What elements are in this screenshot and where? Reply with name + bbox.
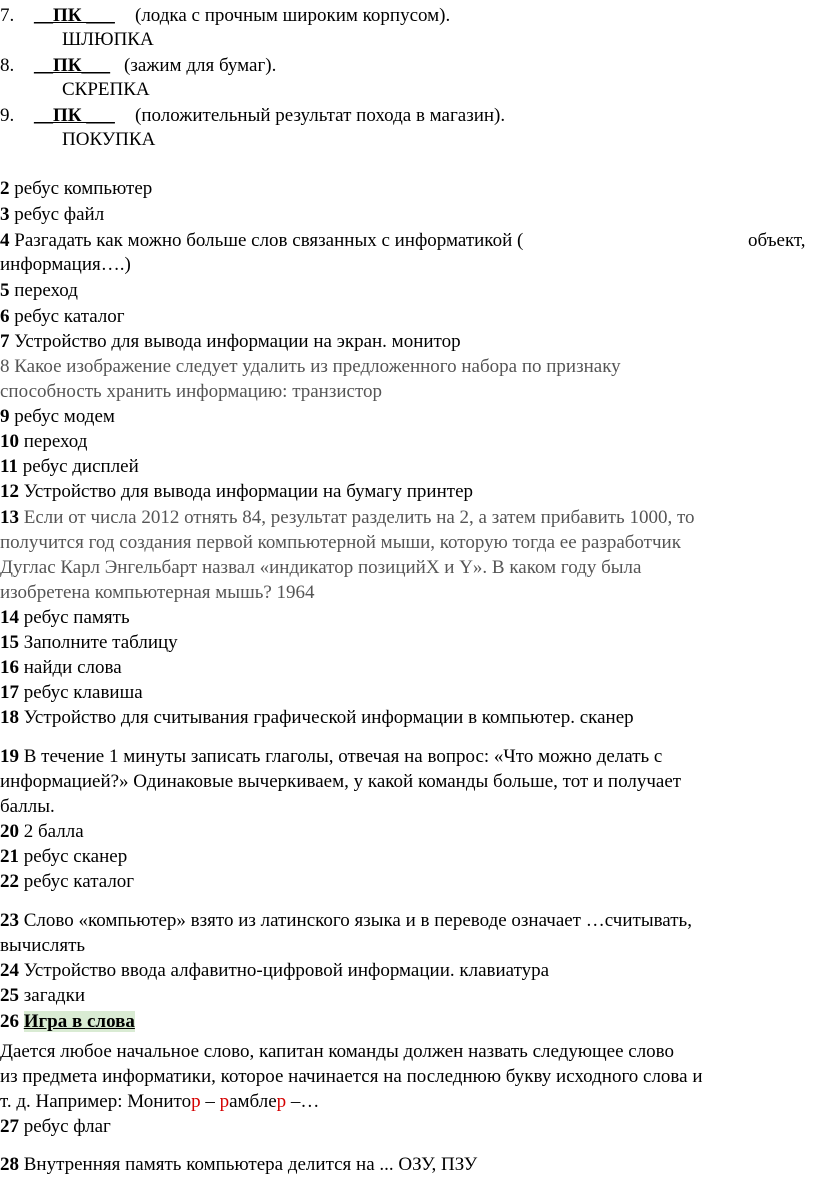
item-number: 22	[0, 871, 19, 892]
list-item-27	[0, 1115, 111, 1139]
item-text: Слово «компьютер» взято из латинского языка и в переводе означает …считывать,	[19, 910, 692, 931]
list-item-9	[0, 405, 115, 429]
item-number: 21	[0, 846, 19, 867]
pk-description: (зажим для бумаг).	[124, 55, 277, 76]
pk-word: __ПК ___	[34, 5, 115, 26]
item-text: В течение 1 минуты записать глаголы, отвечая на вопрос: «Что можно делать с	[19, 746, 663, 767]
item-text: Устройство для вывода информации на бумагу принтер	[19, 481, 473, 502]
item-number: 28	[0, 1154, 19, 1175]
text-segment: –	[200, 1091, 220, 1112]
item-number: 9	[0, 406, 10, 427]
item-number: 4	[0, 230, 10, 251]
text-segment: амбле	[229, 1091, 277, 1112]
item-text: 2 балла	[19, 821, 84, 842]
item-text-continued: изобретена компьютерная мышь? 1964	[0, 582, 315, 603]
list-item-28	[0, 1153, 477, 1177]
item-number: 8	[0, 356, 10, 377]
pk-answer: ШЛЮПКА	[62, 29, 154, 50]
list-item-14	[0, 606, 130, 630]
list-item-16	[0, 656, 122, 680]
list-item-15	[0, 631, 178, 655]
item-number: 19	[0, 746, 19, 767]
item-example-line	[0, 1090, 319, 1114]
pk-answer: ПОКУПКА	[62, 129, 156, 150]
item-number: 2	[0, 178, 10, 199]
item-text-continued: вычислять	[0, 935, 86, 956]
list-item-25	[0, 984, 85, 1008]
item-number: 14	[0, 607, 19, 628]
item-number: 3	[0, 204, 10, 225]
item-text: Заполните таблицу	[19, 632, 178, 653]
item-number: 27	[0, 1116, 19, 1137]
pk-number: 9.	[0, 105, 15, 126]
item-text-continued: получится год создания первой компьютерной мыши, которую тогда ее разработчик	[0, 532, 681, 553]
list-item-17	[0, 681, 143, 705]
item-text-continued: Дается любое начальное слово, капитан команды должен назвать следующее слово	[0, 1041, 675, 1062]
list-item-10	[0, 430, 87, 454]
item-text: ребус каталог	[19, 871, 135, 892]
list-item-11	[0, 455, 139, 479]
list-item-7	[0, 330, 461, 354]
item-text: Устройство ввода алфавитно-цифровой информации. клавиатура	[19, 960, 550, 981]
item-text-continued: способность хранить информацию: транзистор	[0, 381, 382, 402]
highlight-letter: р	[276, 1091, 287, 1112]
item-number: 12	[0, 481, 19, 502]
item-text: ребус клавиша	[19, 682, 143, 703]
item-text: ребус компьютер	[9, 178, 153, 199]
pk-word: __ПК ___	[34, 105, 115, 126]
list-item-26	[0, 1010, 135, 1034]
item-text-continued: баллы.	[0, 796, 55, 817]
item-text: Какое изображение следует удалить из предложенного набора по признаку	[9, 356, 621, 377]
list-item-24	[0, 959, 549, 983]
text-segment: т. д. Например: Монито	[0, 1091, 192, 1112]
item-number: 18	[0, 707, 19, 728]
item-number: 6	[0, 306, 10, 327]
pk-number: 8.	[0, 55, 15, 76]
list-item-13	[0, 506, 695, 530]
item-text: Устройство для считывания графической информации в компьютер. сканер	[19, 707, 634, 728]
item-text-continued: объект,	[748, 230, 806, 251]
text-segment: –…	[286, 1091, 320, 1112]
item-text-continued: информация….)	[0, 254, 131, 275]
item-text: ребус флаг	[19, 1116, 111, 1137]
item-heading: Игра в слова	[23, 1011, 135, 1032]
list-item-5	[0, 279, 78, 303]
item-number: 11	[0, 456, 18, 477]
item-number: 15	[0, 632, 19, 653]
pk-description: (лодка с прочным широким корпусом).	[135, 5, 451, 26]
list-item-8	[0, 355, 621, 379]
item-text: Внутренняя память компьютера делится на ... ОЗУ, ПЗУ	[19, 1154, 478, 1175]
item-number: 26	[0, 1011, 19, 1032]
list-item-12	[0, 480, 473, 504]
item-number: 10	[0, 431, 19, 452]
item-number: 16	[0, 657, 19, 678]
list-item-6	[0, 305, 125, 329]
list-item-21	[0, 845, 127, 869]
list-item-23	[0, 909, 692, 933]
list-item-18	[0, 706, 634, 730]
list-item-3	[0, 203, 104, 227]
highlight-letter: р	[191, 1091, 201, 1112]
item-text: Если от числа 2012 отнять 84, результат разделить на 2, а затем прибавить 1000, то	[19, 507, 695, 528]
pk-item-7	[0, 4, 816, 28]
item-number: 20	[0, 821, 19, 842]
item-number: 17	[0, 682, 19, 703]
highlight-letter: р	[219, 1091, 230, 1112]
list-item-20	[0, 820, 84, 844]
item-text: ребус память	[19, 607, 130, 628]
list-item-2	[0, 177, 152, 201]
item-number: 7	[0, 331, 10, 352]
item-number: 24	[0, 960, 19, 981]
item-text: ребус сканер	[19, 846, 128, 867]
item-text: ребус модем	[9, 406, 115, 427]
pk-item-8	[0, 54, 816, 78]
pk-number: 7.	[0, 5, 15, 26]
item-text: Разгадать как можно больше слов связанных с информатикой (	[9, 230, 524, 251]
item-text: переход	[9, 280, 78, 301]
list-item-22	[0, 870, 134, 894]
pk-answer: СКРЕПКА	[62, 79, 150, 100]
pk-item-9	[0, 104, 816, 128]
item-text: ребус каталог	[9, 306, 125, 327]
item-text: Устройство для вывода информации на экран. монитор	[9, 331, 461, 352]
list-item-4	[0, 229, 523, 253]
item-text-continued: информацией?» Одинаковые вычеркиваем, у какой команды больше, тот и получает	[0, 771, 682, 792]
item-number: 13	[0, 507, 19, 528]
item-text-continued: Дуглас Карл Энгельбарт назвал «индикатор позицийX и Y». В каком году была	[0, 557, 642, 578]
pk-description: (положительный результат похода в магазин).	[135, 105, 506, 126]
item-number: 25	[0, 985, 19, 1006]
item-number: 23	[0, 910, 19, 931]
item-text: ребус файл	[9, 204, 105, 225]
item-text-continued: из предмета информатики, которое начинается на последнюю букву исходного слова и	[0, 1066, 703, 1087]
item-text: ребус дисплей	[17, 456, 139, 477]
list-item-19	[0, 745, 662, 769]
item-text: найди слова	[19, 657, 122, 678]
item-number: 5	[0, 280, 10, 301]
item-text: загадки	[19, 985, 85, 1006]
pk-word: __ПК___	[34, 55, 111, 76]
item-text: переход	[19, 431, 88, 452]
